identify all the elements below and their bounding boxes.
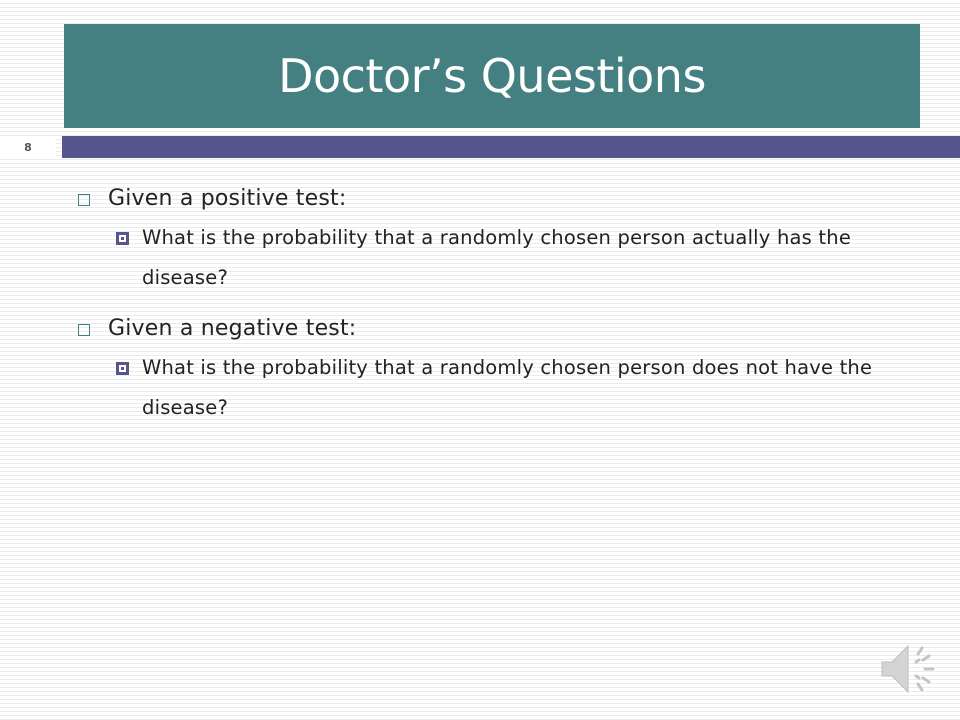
- slide-number-box: [0, 136, 56, 158]
- bullet-negative-test: [78, 312, 918, 346]
- filled-square-bullet-icon: [116, 232, 129, 245]
- square-bullet-icon: [78, 324, 90, 336]
- bullet-text: Given a positive test:: [108, 186, 347, 211]
- speaker-icon[interactable]: [878, 640, 940, 698]
- slide-title: Doctor’s Questions: [278, 49, 706, 103]
- sub-bullet-negative-question: [110, 348, 918, 428]
- accent-band: [62, 136, 960, 158]
- slide-number: 8: [24, 140, 32, 154]
- square-bullet-icon: [78, 194, 90, 206]
- bullet-positive-test: [78, 182, 918, 216]
- sub-bullet-positive-question: [110, 218, 918, 298]
- bullet-text: Given a negative test:: [108, 316, 357, 341]
- sub-bullet-text: What is the probability that a randomly chosen person does not have the disease?: [142, 356, 873, 419]
- sub-bullet-text: What is the probability that a randomly chosen person actually has the disease?: [142, 226, 852, 289]
- filled-square-bullet-icon: [116, 362, 129, 375]
- title-bar: [64, 24, 920, 128]
- slide-content: [78, 182, 918, 442]
